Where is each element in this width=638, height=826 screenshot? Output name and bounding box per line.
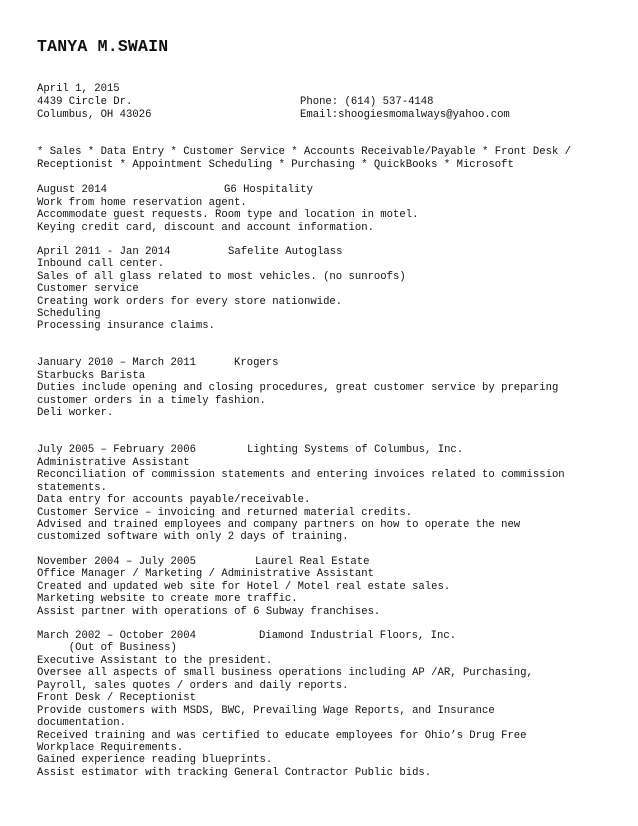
- job-detail: Deli worker.: [37, 407, 114, 419]
- resume-date: April 1, 2015: [37, 83, 120, 95]
- job-detail: Work from home reservation agent.: [37, 197, 247, 209]
- job-dates: March 2002 – October 2004: [37, 630, 196, 642]
- job-company: Lighting Systems of Columbus, Inc.: [247, 444, 464, 456]
- job-detail: Payroll, sales quotes / orders and daily reports.: [37, 680, 349, 692]
- job-detail: documentation.: [37, 717, 127, 729]
- skills-line: Receptionist * Appointment Scheduling * Purchasing * QuickBooks * Microsoft: [37, 159, 514, 171]
- job-detail: Gained experience reading blueprints.: [37, 754, 273, 766]
- job-detail: Reconciliation of commission statements and entering invoices related to commission: [37, 469, 565, 481]
- job-detail: Processing insurance claims.: [37, 320, 216, 332]
- job-detail: Data entry for accounts payable/receivable.: [37, 494, 311, 506]
- job-detail: Administrative Assistant: [37, 457, 190, 469]
- job-company: Safelite Autoglass: [228, 246, 343, 258]
- job-detail: Marketing website to create more traffic.: [37, 593, 298, 605]
- email-address: Email:shoogiesmomalways@yahoo.com: [300, 109, 510, 121]
- skills-line: * Sales * Data Entry * Customer Service * Accounts Receivable/Payable * Front Desk /: [37, 146, 572, 158]
- job-detail: Sales of all glass related to most vehicles. (no sunroofs): [37, 271, 406, 283]
- job-detail: Front Desk / Receptionist: [37, 692, 196, 704]
- phone-number: Phone: (614) 537-4148: [300, 96, 434, 108]
- job-detail: (Out of Business): [37, 642, 177, 654]
- job-company: Laurel Real Estate: [255, 556, 370, 568]
- job-detail: Oversee all aspects of small business operations including AP /AR, Purchasing,: [37, 667, 533, 679]
- job-company: Diamond Industrial Floors, Inc.: [259, 630, 457, 642]
- job-dates: April 2011 - Jan 2014: [37, 246, 171, 258]
- city-state-zip: Columbus, OH 43026: [37, 109, 152, 121]
- job-detail: Provide customers with MSDS, BWC, Prevailing Wage Reports, and Insurance: [37, 705, 495, 717]
- applicant-name: TANYA M.SWAIN: [37, 37, 169, 56]
- job-detail: Received training and was certified to educate employees for Ohio’s Drug Free: [37, 730, 527, 742]
- job-detail: Inbound call center.: [37, 258, 165, 270]
- job-dates: November 2004 – July 2005: [37, 556, 196, 568]
- job-detail: Accommodate guest requests. Room type and location in motel.: [37, 209, 419, 221]
- job-detail: Workplace Requirements.: [37, 742, 184, 754]
- job-detail: Advised and trained employees and company partners on how to operate the new: [37, 519, 521, 531]
- job-detail: Assist estimator with tracking General Contractor Public bids.: [37, 767, 432, 779]
- job-detail: Created and updated web site for Hotel / Motel real estate sales.: [37, 581, 451, 593]
- job-detail: Executive Assistant to the president.: [37, 655, 273, 667]
- job-company: Krogers: [234, 357, 279, 369]
- job-detail: Customer Service – invoicing and returned material credits.: [37, 507, 413, 519]
- job-dates: August 2014: [37, 184, 107, 196]
- job-detail: Office Manager / Marketing / Administrative Assistant: [37, 568, 374, 580]
- job-detail: Keying credit card, discount and account information.: [37, 222, 374, 234]
- job-detail: Assist partner with operations of 6 Subway franchises.: [37, 606, 381, 618]
- job-detail: Creating work orders for every store nationwide.: [37, 296, 343, 308]
- job-detail: Duties include opening and closing procedures, great customer service by preparing: [37, 382, 559, 394]
- job-detail: Scheduling: [37, 308, 101, 320]
- street-address: 4439 Circle Dr.: [37, 96, 133, 108]
- job-detail: Customer service: [37, 283, 139, 295]
- job-detail: customized software with only 2 days of training.: [37, 531, 349, 543]
- job-detail: Starbucks Barista: [37, 370, 146, 382]
- job-dates: July 2005 – February 2006: [37, 444, 196, 456]
- job-company: G6 Hospitality: [224, 184, 314, 196]
- job-dates: January 2010 – March 2011: [37, 357, 196, 369]
- job-detail: statements.: [37, 482, 107, 494]
- job-detail: customer orders in a timely fashion.: [37, 395, 266, 407]
